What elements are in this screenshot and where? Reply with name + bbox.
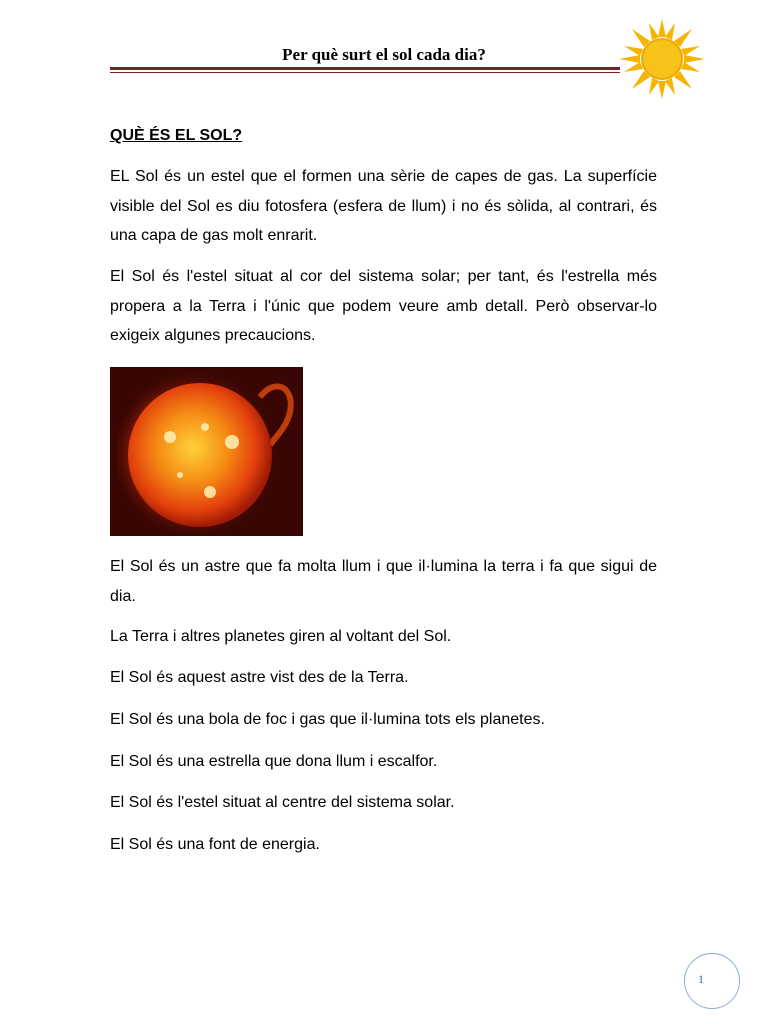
fact-line-5: El Sol és l'estel situat al centre del sistema solar. (110, 794, 455, 811)
fact-line-3: El Sol és una bola de foc i gas que il·lumina tots els planetes. (110, 711, 545, 728)
fact-line-6: El Sol és una font de energia. (110, 836, 320, 853)
sun-photo (110, 367, 303, 536)
header-rule-thick (110, 67, 620, 70)
fact-line-4: El Sol és una estrella que dona llum i escalfor. (110, 753, 438, 770)
paragraph-2: El Sol és l'estel situat al cor del sistema solar; per tant, és l'estrella més propera a la Terra i l'únic que podem veure amb detall. Però observar-lo exigeix algunes precaucions. (110, 268, 657, 344)
fact-line-2: El Sol és aquest astre vist des de la Terra. (110, 669, 409, 686)
paragraph-1: EL Sol és un estel que el formen una sèrie de capes de gas. La superfície visible del Sol es diu fotosfera (esfera de llum) i no és sòlida, al contrari, és una capa de gas molt enrarit. (110, 168, 657, 244)
section-heading: QUÈ ÉS EL SOL? (110, 127, 243, 144)
header-rule-thin (110, 72, 620, 73)
paragraph-3: El Sol és un astre que fa molta llum i que il·lumina la terra i fa que sigui de dia. (110, 558, 657, 605)
fact-line-1: La Terra i altres planetes giren al voltant del Sol. (110, 628, 452, 645)
page-title: Per què surt el sol cada dia? (282, 45, 486, 64)
page-number: 1 (698, 972, 704, 986)
sun-icon (616, 15, 708, 103)
